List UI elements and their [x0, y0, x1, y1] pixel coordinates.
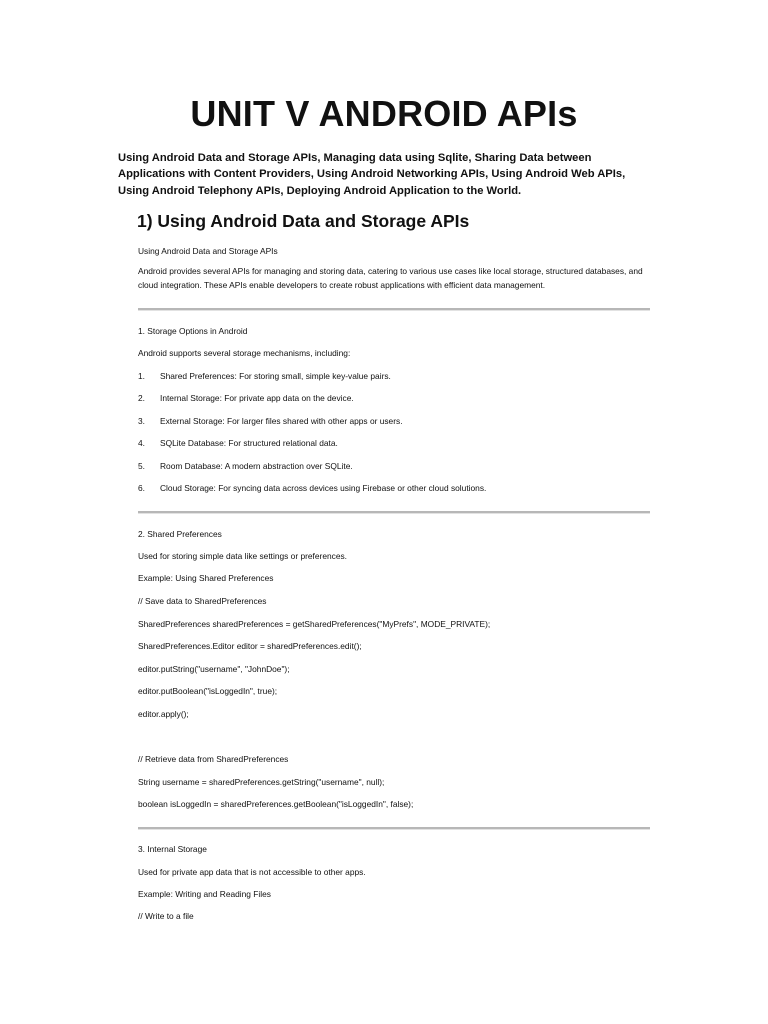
horizontal-divider — [138, 827, 650, 830]
code-line: String username = sharedPreferences.getString("username", null); — [138, 777, 385, 787]
shared-preferences-heading: 2. Shared Preferences — [138, 529, 222, 539]
internal-storage-heading: 3. Internal Storage — [138, 844, 207, 854]
list-item: Room Database: A modern abstraction over SQLite. — [160, 461, 353, 471]
shared-preferences-description: Used for storing simple data like settings or preferences. — [138, 551, 348, 561]
page-title: UNIT V ANDROID APIs — [190, 93, 578, 134]
code-line: editor.putString("username", "JohnDoe"); — [138, 664, 290, 674]
horizontal-divider — [138, 511, 650, 514]
internal-storage-example-label: Example: Writing and Reading Files — [138, 889, 271, 899]
code-line: // Save data to SharedPreferences — [138, 596, 267, 606]
unit-topics-summary: Using Android Data and Storage APIs, Managing data using Sqlite, Sharing Data between Applications with Content Providers, Using Android Networking APIs, Using Android Web APIs, Using Android Telephony APIs, Deploying Android Application to the World. — [118, 152, 626, 197]
storage-options-heading: 1. Storage Options in Android — [138, 326, 248, 336]
code-line: // Write to a file — [138, 911, 194, 921]
list-item: Cloud Storage: For syncing data across devices using Firebase or other cloud solutions. — [160, 483, 487, 493]
code-line: SharedPreferences sharedPreferences = getSharedPreferences("MyPrefs", MODE_PRIVATE); — [138, 619, 491, 629]
list-item-number: 3. — [138, 416, 145, 426]
section-description: Android provides several APIs for managing and storing data, catering to various use cases like local storage, structured databases, and cloud integration. These APIs enable developers to create robust applications with efficient data management. — [138, 266, 643, 290]
code-line: editor.apply(); — [138, 709, 189, 719]
storage-options-intro: Android supports several storage mechanisms, including: — [138, 348, 351, 358]
list-item: External Storage: For larger files shared with other apps or users. — [160, 416, 403, 426]
internal-storage-description: Used for private app data that is not accessible to other apps. — [138, 867, 366, 877]
code-line: editor.putBoolean("isLoggedIn", true); — [138, 686, 278, 696]
list-item-number: 4. — [138, 438, 145, 448]
list-item-number: 2. — [138, 393, 145, 403]
list-item: Shared Preferences: For storing small, simple key-value pairs. — [160, 371, 391, 381]
code-line: // Retrieve data from SharedPreferences — [138, 754, 289, 764]
list-item: SQLite Database: For structured relational data. — [160, 438, 338, 448]
list-item-number: 1. — [138, 371, 145, 381]
horizontal-divider — [138, 308, 650, 311]
section-heading: 1) Using Android Data and Storage APIs — [137, 211, 470, 231]
section-subheading: Using Android Data and Storage APIs — [138, 246, 278, 256]
code-line: SharedPreferences.Editor editor = sharedPreferences.edit(); — [138, 641, 362, 651]
code-line: boolean isLoggedIn = sharedPreferences.getBoolean("isLoggedIn", false); — [138, 799, 414, 809]
shared-preferences-example-label: Example: Using Shared Preferences — [138, 573, 274, 583]
list-item-number: 6. — [138, 483, 145, 493]
list-item: Internal Storage: For private app data on the device. — [160, 393, 354, 403]
list-item-number: 5. — [138, 461, 145, 471]
